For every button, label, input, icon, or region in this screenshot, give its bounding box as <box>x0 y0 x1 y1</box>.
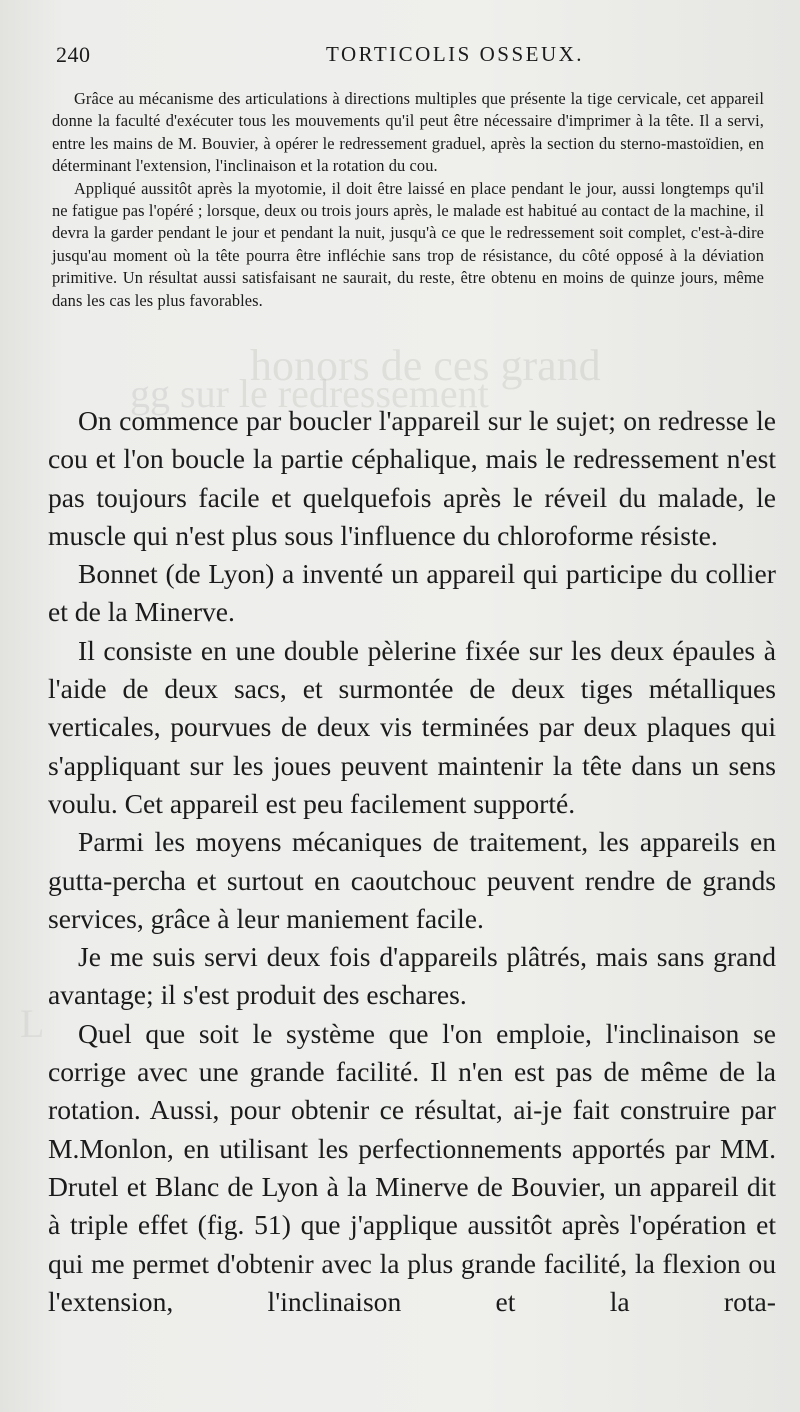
main-text-section <box>48 402 776 1321</box>
body-paragraph: Bonnet (de Lyon) a inventé un appareil qui participe du collier et de la Minerve. <box>48 558 776 628</box>
small-print-section <box>52 88 764 312</box>
bleed-through-text: honors de ces grand <box>250 341 601 390</box>
page-number: 240 <box>56 42 91 67</box>
body-paragraph: On commence par boucler l'appareil sur le sujet; on redresse le cou et l'on boucle la partie céphalique, mais le redressement n'est pas toujours facile et quelquefois après le réveil du malade, le muscle qui n'est plus sous l'influence du chloroforme résiste. <box>48 405 776 551</box>
running-title: TORTICOLIS OSSEUX. <box>326 42 585 66</box>
small-paragraph: Appliqué aussitôt après la myotomie, il doit être laissé en place pendant le jour, aussi longtemps qu'il ne fatigue pas l'opéré ; lorsque, deux ou trois jours après, le malade est habitué au contact de la machine, il devra la garder pendant le jour et pendant la nuit, jusqu'à ce que le redressement soit complet, c'est-à-dire jusqu'au moment où la tête pourra être infléchie sans trop de résistance, du côté opposé à la déviation primitive. Un résultat aussi satisfaisant ne saurait, du reste, être obtenu en moins de quinze jours, même dans les cas les plus favorables. <box>52 178 764 310</box>
page-header <box>56 42 770 70</box>
bleed-through-text: gg sur le redressement <box>130 371 489 416</box>
body-paragraph: Je me suis servi deux fois d'appareils plâtrés, mais sans grand avantage; il s'est produit des eschares. <box>48 941 776 1011</box>
bleed-through-text: L <box>20 1001 45 1046</box>
body-paragraph: Parmi les moyens mécaniques de traitement, les appareils en gutta-percha et surtout en caoutchouc peuvent rendre de grands services, grâce à leur maniement facile. <box>48 826 776 934</box>
small-paragraph: Grâce au mécanisme des articulations à directions multiples que présente la tige cervicale, cet appareil donne la faculté d'exécuter tous les mouvements qu'il peut être nécessaire d'imprimer à la tête. Il a servi, entre les mains de M. Bouvier, à opérer le redressement graduel, après la section du sterno-mastoïdien, en déterminant l'extension, l'inclinaison et la rotation du cou. <box>52 89 764 176</box>
body-paragraph: Quel que soit le système que l'on emploie, l'inclinaison se corrige avec une grande facilité. Il n'en est pas de même de la rotation. Aussi, pour obtenir ce résultat, ai-je fait construire par M.Monlon, en utilisant les perfectionnements apportés par MM. Drutel et Blanc de Lyon à la Minerve de Bouvier, un appareil dit à triple effet (fig. 51) que j'applique aussitôt après l'opération et qui me permet d'obtenir avec la plus grande facilité, la flexion ou l'extension, l'inclinaison et la rota- <box>48 1017 776 1317</box>
body-paragraph: Il consiste en une double pèlerine fixée sur les deux épaules à l'aide de deux sacs, et surmontée de deux tiges métalliques verticales, pourvues de deux vis terminées par deux plaques qui s'appliquant sur les joues peuvent maintenir la tête dans un sens voulu. Cet appareil est peu facilement supporté. <box>48 634 776 819</box>
